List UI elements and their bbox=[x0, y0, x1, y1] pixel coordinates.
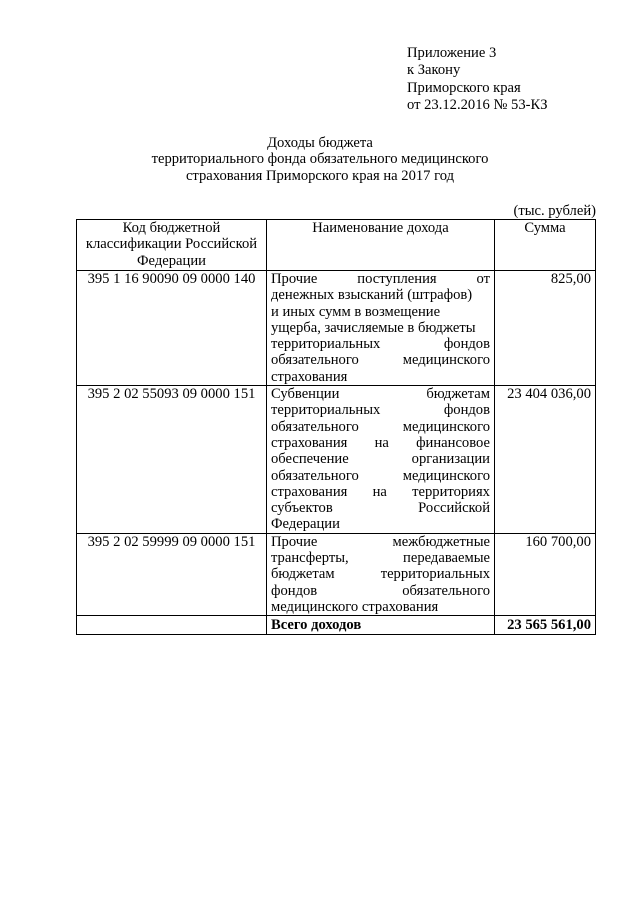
income-name-cell bbox=[267, 271, 495, 386]
appendix-line: Приморского края bbox=[407, 79, 521, 96]
table-header-row bbox=[77, 220, 596, 271]
total-row bbox=[77, 616, 596, 634]
total-amount: 23 565 561,00 bbox=[495, 616, 596, 634]
budget-code-cell: 395 1 16 90090 09 0000 140 bbox=[77, 271, 267, 386]
units-label: (тыс. рублей) bbox=[513, 203, 596, 219]
income-name-word: поступления bbox=[357, 271, 437, 287]
income-name-word: на bbox=[374, 434, 389, 451]
income-name-word: Прочие bbox=[271, 271, 318, 287]
income-name-word: бюджетам bbox=[426, 386, 490, 403]
header-code-line: Код бюджетной bbox=[122, 220, 221, 236]
income-name-word: фондов bbox=[271, 582, 318, 599]
document-title bbox=[60, 135, 580, 184]
income-name-line bbox=[271, 566, 490, 582]
table-row bbox=[77, 386, 596, 534]
income-name-word: Федерации bbox=[271, 516, 340, 533]
title-line: Доходы бюджета bbox=[267, 135, 373, 151]
income-name-word: денежных взысканий (штрафов) bbox=[271, 287, 473, 304]
income-name-line bbox=[271, 271, 490, 287]
income-name-word: страхования bbox=[271, 434, 348, 451]
income-name-line bbox=[271, 320, 490, 336]
appendix-line: к Закону bbox=[407, 62, 461, 79]
income-name-word: территориальных bbox=[380, 566, 490, 583]
total-label: Всего доходов bbox=[267, 616, 495, 634]
budget-code-cell: 395 2 02 55093 09 0000 151 bbox=[77, 386, 267, 534]
amount-cell: 23 404 036,00 bbox=[495, 386, 596, 534]
income-name-word: обязательного bbox=[271, 352, 359, 369]
income-name-line bbox=[271, 550, 490, 566]
income-name-cell bbox=[267, 386, 495, 534]
income-name-word: медицинского bbox=[402, 467, 490, 484]
income-name-word: обеспечение bbox=[271, 451, 349, 468]
title-line: страхования Приморского края на 2017 год bbox=[185, 167, 455, 184]
income-name-word: трансферты, bbox=[271, 550, 349, 567]
income-name-word: территориальных bbox=[271, 402, 381, 419]
income-name-word: обязательного bbox=[402, 582, 490, 599]
income-name-line bbox=[271, 352, 490, 368]
title-line: территориального фонда обязательного медицинского bbox=[151, 151, 489, 168]
income-name-line bbox=[271, 287, 490, 303]
income-name-line bbox=[271, 369, 490, 385]
income-name-line bbox=[271, 599, 490, 615]
income-name-line bbox=[271, 500, 490, 516]
income-name-word: Прочие bbox=[271, 533, 318, 550]
income-name-word: межбюджетные bbox=[392, 533, 490, 550]
income-name-word: фондов bbox=[443, 402, 490, 419]
income-name-word: Российской bbox=[418, 500, 490, 517]
income-name-word: ущерба, зачисляемые в бюджеты bbox=[271, 319, 476, 336]
appendix-block bbox=[407, 45, 627, 114]
income-name-line bbox=[271, 451, 490, 467]
header-code-line: классификации Российской bbox=[85, 236, 258, 253]
income-name-word: обязательного bbox=[271, 418, 359, 435]
appendix-line: Приложение 3 bbox=[407, 45, 497, 61]
income-name-line bbox=[271, 402, 490, 418]
income-name-line bbox=[271, 468, 490, 484]
income-name-cell bbox=[267, 533, 495, 615]
income-name-word: медицинского bbox=[402, 418, 490, 435]
income-name-word: организации bbox=[411, 451, 490, 468]
income-name-line bbox=[271, 419, 490, 435]
income-name-line bbox=[271, 435, 490, 451]
income-name-line bbox=[271, 583, 490, 599]
income-name-word: территориях bbox=[412, 483, 490, 500]
total-code-cell bbox=[77, 616, 267, 634]
income-table bbox=[76, 219, 596, 635]
budget-code-cell: 395 2 02 59999 09 0000 151 bbox=[77, 533, 267, 615]
income-name-word: медицинского страхования bbox=[271, 598, 439, 615]
income-name-word: бюджетам bbox=[271, 566, 335, 583]
income-name-word: медицинского bbox=[402, 352, 490, 369]
income-name-word: от bbox=[476, 271, 490, 287]
table-body bbox=[77, 271, 596, 635]
income-name-word: обязательного bbox=[271, 467, 359, 484]
income-name-word: и иных сумм в возмещение bbox=[271, 303, 441, 320]
header-code bbox=[77, 220, 267, 271]
table-row bbox=[77, 533, 596, 615]
income-name-line bbox=[271, 534, 490, 550]
income-name-line bbox=[271, 304, 490, 320]
income-name-word: Субвенции bbox=[271, 386, 340, 403]
income-name-line bbox=[271, 336, 490, 352]
income-name-word: территориальных bbox=[271, 336, 381, 353]
income-name-word: финансовое bbox=[416, 434, 490, 451]
income-name-word: передаваемые bbox=[403, 550, 490, 567]
header-amount: Сумма bbox=[495, 220, 596, 271]
appendix-line: от 23.12.2016 № 53-КЗ bbox=[407, 96, 548, 113]
table-row bbox=[77, 271, 596, 386]
income-name-word: на bbox=[372, 483, 387, 500]
amount-cell: 825,00 bbox=[495, 271, 596, 386]
income-name-word: страхования bbox=[271, 368, 348, 385]
header-code-line: Федерации bbox=[137, 252, 206, 269]
income-name-line bbox=[271, 484, 490, 500]
income-name-line bbox=[271, 516, 490, 532]
income-name-word: фондов bbox=[443, 336, 490, 353]
amount-cell: 160 700,00 bbox=[495, 533, 596, 615]
income-name-word: страхования bbox=[271, 483, 348, 500]
income-name-word: субъектов bbox=[271, 500, 333, 517]
header-name: Наименование дохода bbox=[267, 220, 495, 271]
income-name-line bbox=[271, 386, 490, 402]
